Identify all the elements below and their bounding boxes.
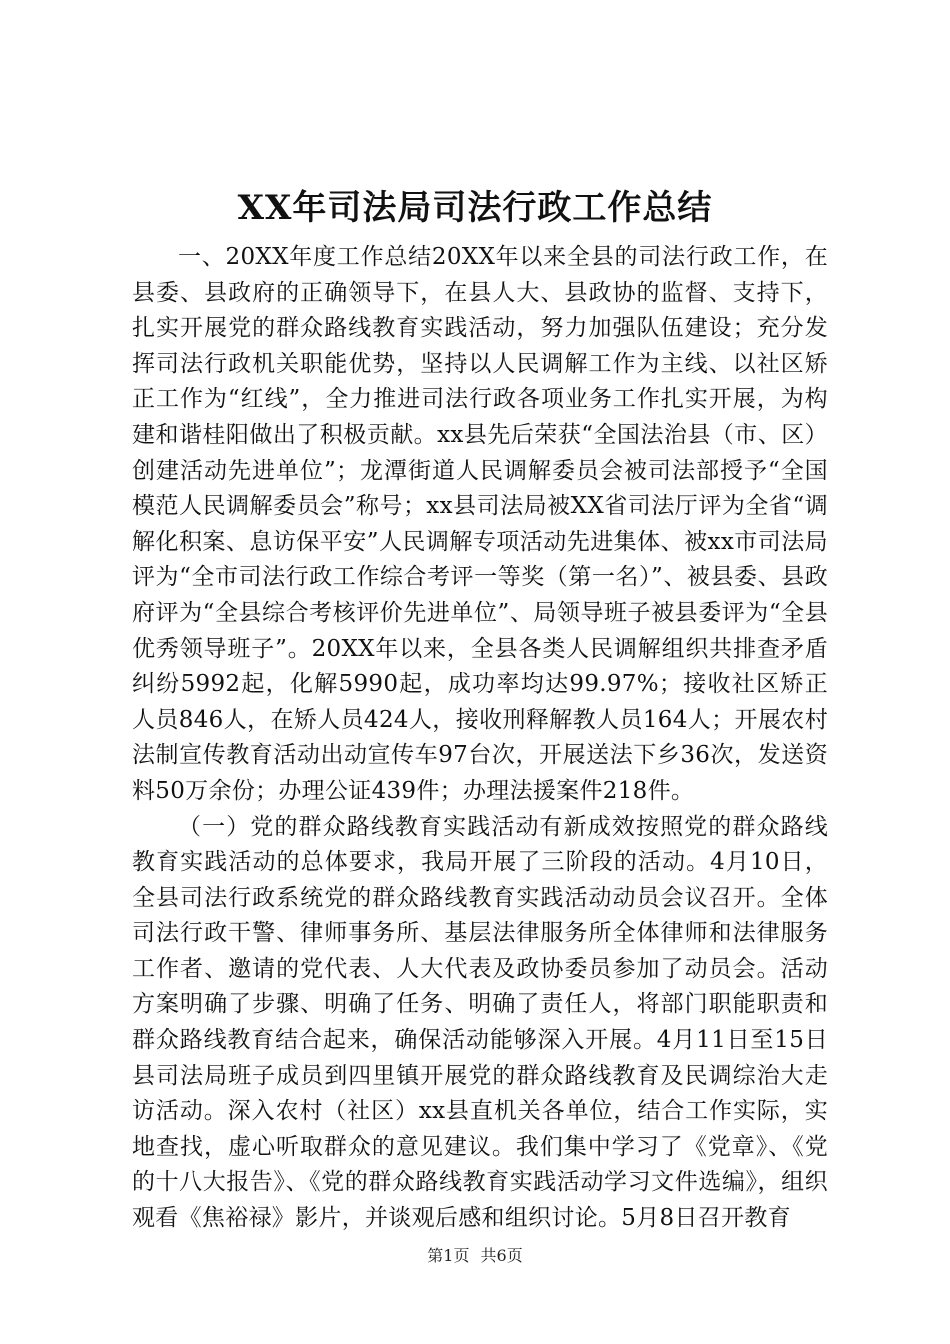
document-title: XX年司法局司法行政工作总结	[237, 188, 713, 228]
page-footer	[0, 1246, 950, 1266]
document-body	[132, 240, 828, 1237]
page-number-total: 共6页	[480, 1246, 523, 1265]
paragraph-annual-summary: 一、20XX年度工作总结20XX年以来全县的司法行政工作，在县委、县政府的正确领导下，在县人大、县政协的监督、支持下，扎实开展党的群众路线教育实践活动，努力加强队伍建设；充分发挥司法行政机关职能优势，坚持以人民调解工作为主线、以社区矫正工作为“红线”，全力推进司法行政各项业务工作扎实开展，为构建和谐桂阳做出了积极贡献。xx县先后荣获“全国法治县（市、区）创建活动先进单位”；龙潭街道人民调解委员会被司法部授予“全国模范人民调解委员会”称号；xx县司法局被XX省司法厅评为全省“调解化积案、息访保平安”人民调解专项活动先进集体、被xx市司法局评为“全市司法行政工作综合考评一等奖（第一名）”、被县委、县政府评为“全县综合考核评价先进单位”、局领导班子被县委评为“全县优秀领导班子”。20XX年以来，全县各类人民调解组织共排查矛盾纠纷5992起，化解5990起，成功率均达99.97%；接收社区矫正人员846人，在矫人员424人，接收刑释解教人员164人；开展农村法制宣传教育活动出动宣传车97台次，开展送法下乡36次，发送资料50万余份；办理公证439件；办理法援案件218件。	[132, 244, 828, 804]
paragraph-mass-line-campaign: （一）党的群众路线教育实践活动有新成效按照党的群众路线教育实践活动的总体要求，我局开展了三阶段的活动。4月10日，全县司法行政系统党的群众路线教育实践活动动员会议召开。全体司法行政干警、律师事务所、基层法律服务所全体律师和法律服务工作者、邀请的党代表、人大代表及政协委员参加了动员会。活动方案明确了步骤、明确了任务、明确了责任人，将部门职能职责和群众路线教育结合起来，确保活动能够深入开展。4月11日至15日县司法局班子成员到四里镇开展党的群众路线教育及民调综治大走访活动。深入农村（社区）xx县直机关各单位，结合工作实际，实地查找，虚心听取群众的意见建议。我们集中学习了《党章》、《党的十八大报告》、《党的群众路线教育实践活动学习文件选编》，组织观看《焦裕禄》影片，并谈观后感和组织讨论。5月8日召开教育	[132, 813, 828, 1232]
page-number-current: 第1页	[427, 1246, 470, 1265]
